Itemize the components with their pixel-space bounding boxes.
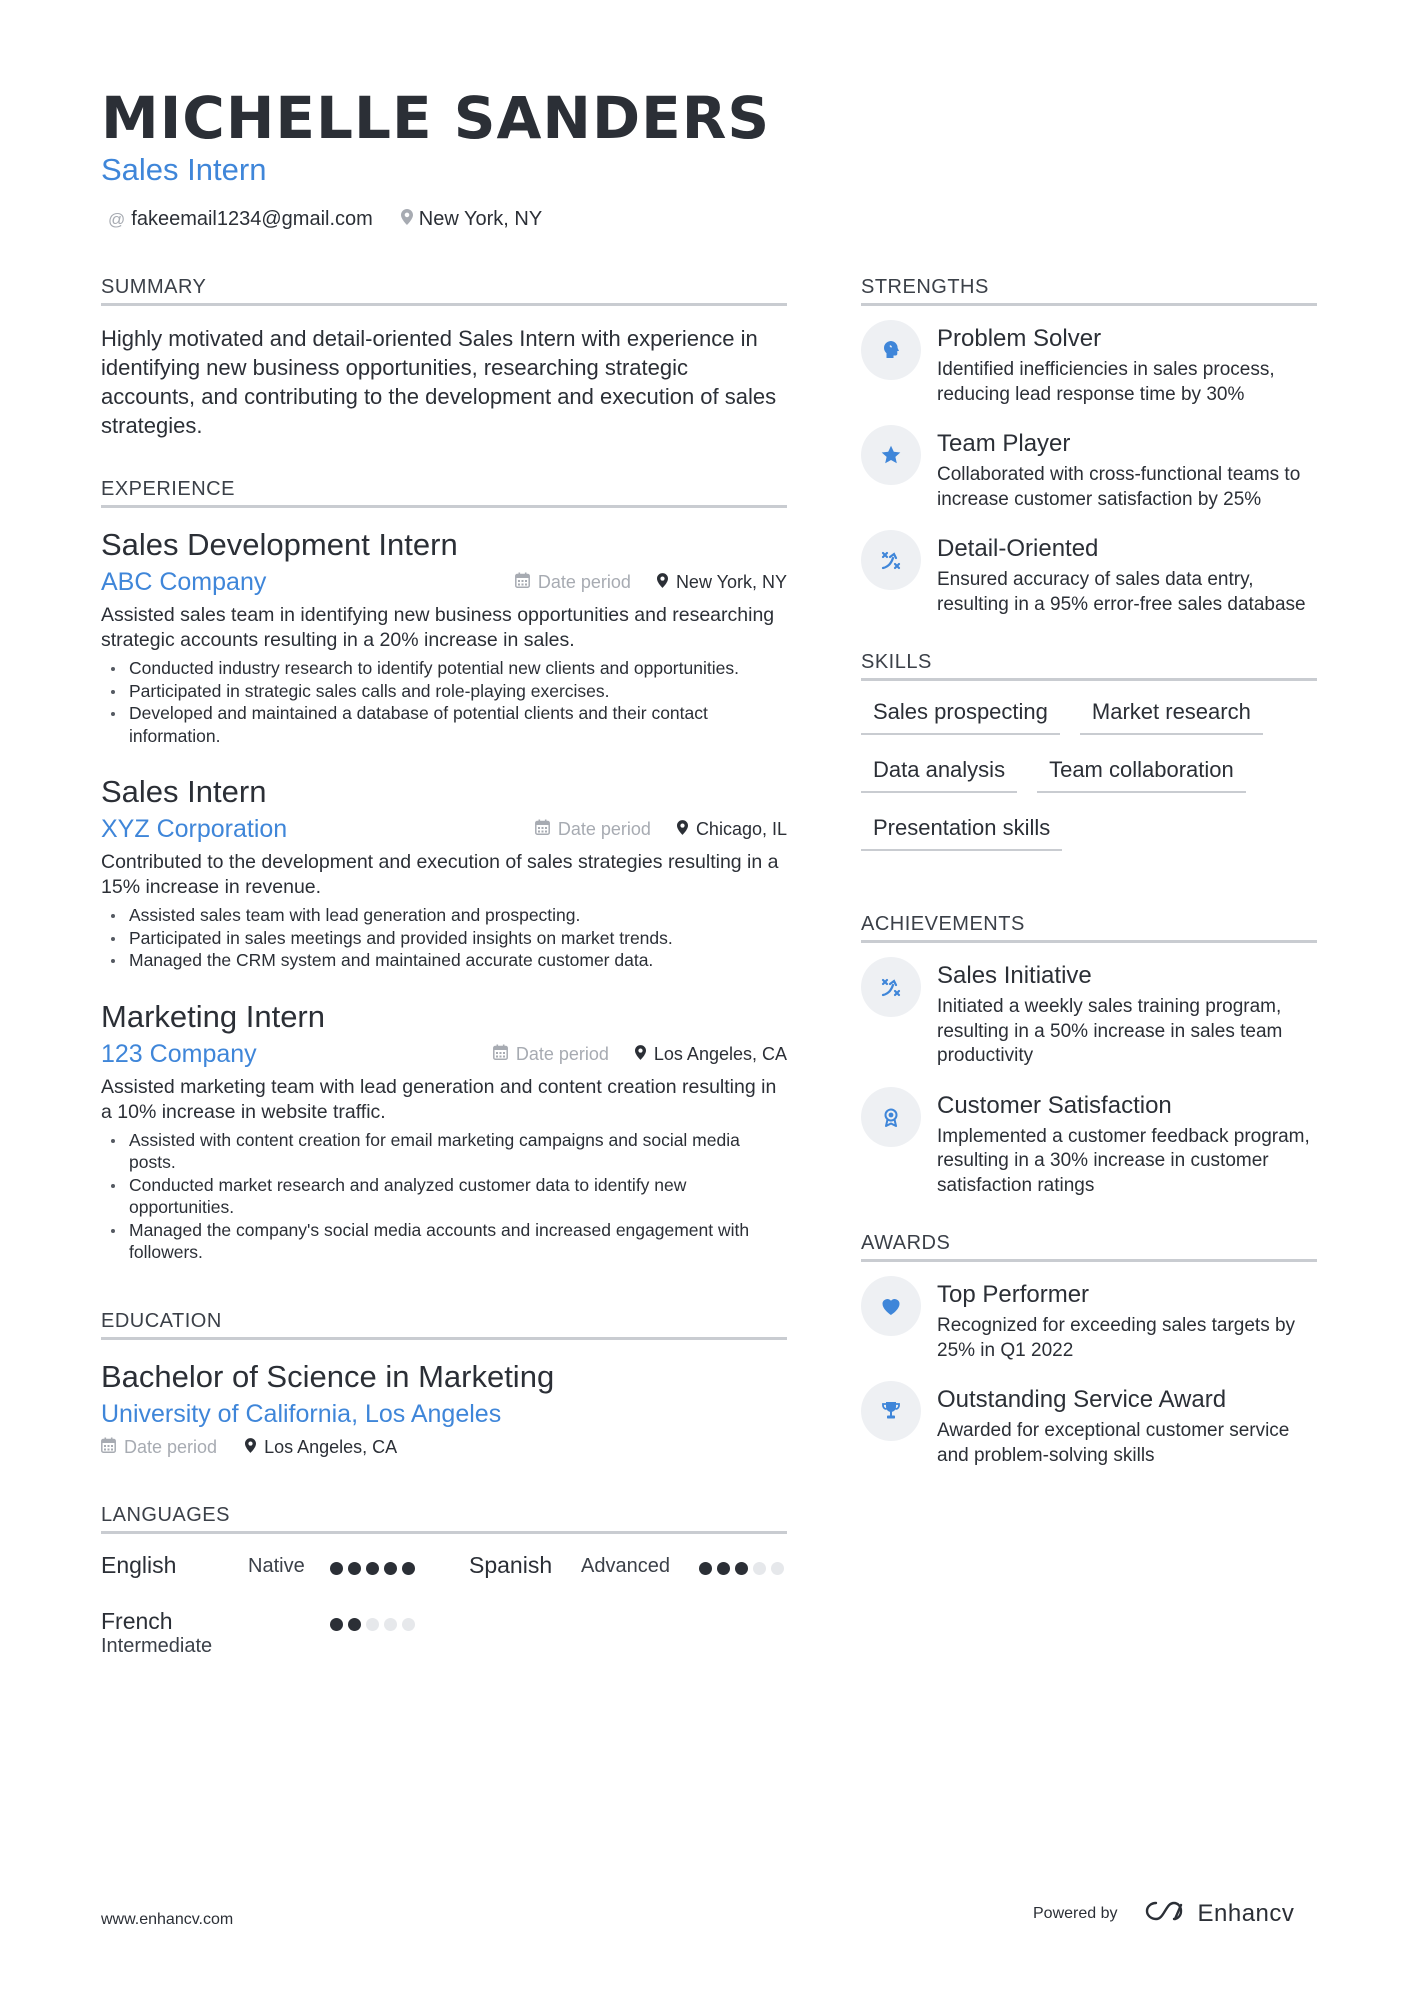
language-rating xyxy=(330,1618,420,1631)
job-location xyxy=(657,572,787,593)
awards-item-title: Outstanding Service Award xyxy=(937,1386,1227,1413)
right-column xyxy=(861,276,1317,1506)
skills-list xyxy=(861,693,1317,867)
job-location-text: Chicago, IL xyxy=(695,819,787,839)
job-date xyxy=(535,819,651,840)
language-level: Native xyxy=(248,1554,305,1577)
medal-icon xyxy=(861,1087,921,1147)
achievements-section xyxy=(861,913,1317,1198)
experience-heading: EXPERIENCE xyxy=(101,478,787,508)
job-bullet: Assisted sales team with lead generation and prospecting. xyxy=(101,904,787,927)
skills-section xyxy=(861,651,1317,867)
education-meta xyxy=(101,1437,787,1458)
job-entry xyxy=(101,998,787,1264)
location-pin-icon xyxy=(245,1437,256,1458)
languages-grid xyxy=(101,1552,787,1682)
job-bullet: Managed the company's social media accounts and increased engagement with followers. xyxy=(101,1219,787,1264)
skill-tag: Data analysis xyxy=(861,751,1017,793)
trophy-icon xyxy=(861,1381,921,1441)
language-rating xyxy=(699,1562,789,1575)
achievements-item-title: Sales Initiative xyxy=(937,962,1092,989)
awards-item xyxy=(861,1280,1317,1363)
awards-item-title: Top Performer xyxy=(937,1281,1090,1308)
star-icon xyxy=(861,425,921,485)
achievements-list xyxy=(861,961,1317,1198)
candidate-name: MICHELLE SANDERS xyxy=(101,84,771,152)
skill-tag: Presentation skills xyxy=(861,809,1062,851)
awards-section xyxy=(861,1232,1317,1468)
left-column xyxy=(101,276,787,1720)
job-bullet: Assisted with content creation for email marketing campaigns and social media posts. xyxy=(101,1129,787,1174)
brain-icon xyxy=(861,320,921,380)
job-location xyxy=(635,1044,787,1065)
job-company: ABC Company xyxy=(101,568,267,596)
job-bullets xyxy=(101,904,787,972)
strengths-item-text xyxy=(937,324,1317,407)
job-bullets xyxy=(101,657,787,747)
calendar-icon xyxy=(535,819,550,840)
education-heading: EDUCATION xyxy=(101,1310,787,1340)
job-date xyxy=(515,572,631,593)
rating-dot-empty xyxy=(384,1618,397,1631)
strengths-item xyxy=(861,534,1317,617)
rating-dot-filled xyxy=(330,1562,343,1575)
strengths-item-description: Collaborated with cross-functional teams to increase customer satisfaction by 25% xyxy=(937,464,1301,510)
job-bullet: Conducted industry research to identify potential new clients and opportunities. xyxy=(101,657,787,680)
job-description: Assisted marketing team with lead generation and content creation resulting in a 10% increase in website traffic. xyxy=(101,1075,777,1123)
rating-dot-empty xyxy=(753,1562,766,1575)
rating-dot-filled xyxy=(735,1562,748,1575)
awards-item-description: Awarded for exceptional customer service and problem-solving skills xyxy=(937,1420,1290,1466)
at-icon: @ xyxy=(108,209,126,229)
footer-branding xyxy=(1033,1899,1294,1928)
job-location xyxy=(677,819,787,840)
rating-dot-filled xyxy=(717,1562,730,1575)
degree-title: Bachelor of Science in Marketing xyxy=(101,1358,555,1394)
location-pin-icon xyxy=(657,572,668,593)
awards-item-text xyxy=(937,1280,1317,1363)
achievements-item-description: Initiated a weekly sales training program, resulting in a 50% increase in sales team productivity xyxy=(937,996,1283,1066)
rating-dot-empty xyxy=(402,1618,415,1631)
job-entry xyxy=(101,526,787,747)
language-item xyxy=(101,1552,176,1579)
achievements-item-title: Customer Satisfaction xyxy=(937,1091,1172,1119)
job-entry xyxy=(101,773,787,972)
skill-tag: Team collaboration xyxy=(1037,751,1246,793)
job-date xyxy=(493,1044,609,1065)
job-location-text: Los Angeles, CA xyxy=(653,1043,787,1064)
achievements-item-text xyxy=(937,961,1317,1069)
strengths-item-title: Detail-Oriented xyxy=(937,535,1099,562)
achievements-item xyxy=(861,1091,1317,1199)
strategy-icon xyxy=(861,530,921,590)
location-pin-icon xyxy=(677,819,688,840)
job-header-row xyxy=(101,568,787,597)
job-header-row xyxy=(101,1040,787,1069)
strengths-heading: STRENGTHS xyxy=(861,276,1317,306)
job-title: Marketing Intern xyxy=(101,998,325,1034)
awards-heading: AWARDS xyxy=(861,1232,1317,1262)
contact-location xyxy=(401,208,542,231)
rating-dot-filled xyxy=(348,1618,361,1631)
strengths-item-description: Ensured accuracy of sales data entry, resulting in a 95% error-free sales database xyxy=(937,569,1306,615)
rating-dot-empty xyxy=(771,1562,784,1575)
education-location xyxy=(245,1437,397,1458)
rating-dot-filled xyxy=(330,1618,343,1631)
summary-heading: SUMMARY xyxy=(101,276,787,306)
job-list xyxy=(101,526,787,1264)
education-location-text: Los Angeles, CA xyxy=(264,1436,398,1457)
calendar-icon xyxy=(101,1437,116,1458)
languages-heading: LANGUAGES xyxy=(101,1504,787,1534)
job-header-row xyxy=(101,815,787,844)
job-bullet: Developed and maintained a database of potential clients and their contact information. xyxy=(101,702,787,747)
awards-item-description: Recognized for exceeding sales targets by 25% in Q1 2022 xyxy=(937,1315,1296,1361)
job-bullet: Managed the CRM system and maintained accurate customer data. xyxy=(101,949,787,972)
education-date-text: Date period xyxy=(124,1436,218,1457)
awards-item xyxy=(861,1385,1317,1468)
achievements-item-text xyxy=(937,1091,1317,1199)
rating-dot-filled xyxy=(384,1562,397,1575)
strengths-item xyxy=(861,324,1317,407)
job-date-text: Date period xyxy=(537,572,631,592)
job-meta xyxy=(515,572,787,593)
calendar-icon xyxy=(515,572,530,593)
strategy-icon xyxy=(861,957,921,1017)
calendar-icon xyxy=(493,1044,508,1065)
language-item xyxy=(101,1608,212,1658)
enhancv-logo-icon xyxy=(1142,1899,1188,1928)
skill-tag: Sales prospecting xyxy=(861,693,1060,735)
languages-section xyxy=(101,1504,787,1682)
location-text: New York, NY xyxy=(418,208,543,230)
strengths-item-text xyxy=(937,429,1317,512)
job-location-text: New York, NY xyxy=(675,572,787,592)
achievements-item-description: Implemented a customer feedback program, resulting in a 30% increase in customer satisfaction ratings xyxy=(937,1125,1310,1196)
summary-text: Highly motivated and detail-oriented Sales Intern with experience in identifying new business opportunities, researching strategic accounts, and contributing to the development and execution of sales strategies. xyxy=(101,326,777,438)
candidate-role: Sales Intern xyxy=(101,152,267,187)
achievements-item xyxy=(861,961,1317,1069)
job-title: Sales Intern xyxy=(101,774,267,809)
skills-heading: SKILLS xyxy=(861,651,1317,681)
job-bullet: Participated in strategic sales calls and role-playing exercises. xyxy=(101,680,787,703)
education-section xyxy=(101,1310,787,1458)
job-date-text: Date period xyxy=(557,819,651,839)
contact-email[interactable] xyxy=(108,208,373,231)
location-pin-icon xyxy=(635,1044,646,1065)
job-bullet: Participated in sales meetings and provided insights on market trends. xyxy=(101,927,787,950)
powered-by-text: Powered by xyxy=(1033,1904,1118,1922)
brand-name: Enhancv xyxy=(1197,1899,1295,1927)
rating-dot-filled xyxy=(402,1562,415,1575)
experience-section xyxy=(101,478,787,1264)
job-meta xyxy=(535,819,787,840)
strengths-item-title: Team Player xyxy=(937,430,1071,457)
strengths-section xyxy=(861,276,1317,617)
language-level: Advanced xyxy=(581,1554,670,1577)
skill-tag: Market research xyxy=(1080,693,1263,735)
language-level: Intermediate xyxy=(101,1634,213,1657)
job-company: 123 Company xyxy=(101,1039,257,1068)
job-title: Sales Development Intern xyxy=(101,527,458,562)
language-name: French xyxy=(101,1607,173,1634)
strengths-item-title: Problem Solver xyxy=(937,325,1102,352)
rating-dot-filled xyxy=(366,1562,379,1575)
contact-bar xyxy=(108,208,570,231)
school-name: University of California, Los Angeles xyxy=(101,1399,502,1428)
job-bullets xyxy=(101,1129,787,1264)
footer-website[interactable]: www.enhancv.com xyxy=(101,1911,234,1928)
language-name: Spanish xyxy=(469,1551,553,1578)
heart-icon xyxy=(861,1276,921,1336)
job-date-text: Date period xyxy=(515,1043,609,1064)
language-item xyxy=(469,1552,552,1579)
language-rating xyxy=(330,1562,420,1575)
education-date xyxy=(101,1437,217,1458)
strengths-list xyxy=(861,324,1317,617)
job-bullet: Conducted market research and analyzed customer data to identify new opportunities. xyxy=(101,1174,787,1219)
email-text: fakeemail1234@gmail.com xyxy=(131,208,373,230)
job-description: Contributed to the development and execution of sales strategies resulting in a 15% increase in revenue. xyxy=(101,851,779,898)
job-company: XYZ Corporation xyxy=(101,815,288,843)
strengths-item-description: Identified inefficiencies in sales process, reducing lead response time by 30% xyxy=(937,359,1275,405)
summary-section xyxy=(101,276,787,440)
strengths-item-text xyxy=(937,534,1317,617)
awards-item-text xyxy=(937,1385,1317,1468)
strengths-item xyxy=(861,429,1317,512)
awards-list xyxy=(861,1280,1317,1468)
rating-dot-filled xyxy=(348,1562,361,1575)
achievements-heading: ACHIEVEMENTS xyxy=(861,913,1317,943)
location-pin-icon xyxy=(401,209,413,230)
job-meta xyxy=(493,1044,787,1065)
job-description: Assisted sales team in identifying new business opportunities and researching strategic accounts resulting in a 20% increase in sales. xyxy=(101,604,775,651)
language-name: English xyxy=(101,1551,177,1578)
rating-dot-filled xyxy=(699,1562,712,1575)
rating-dot-empty xyxy=(366,1618,379,1631)
